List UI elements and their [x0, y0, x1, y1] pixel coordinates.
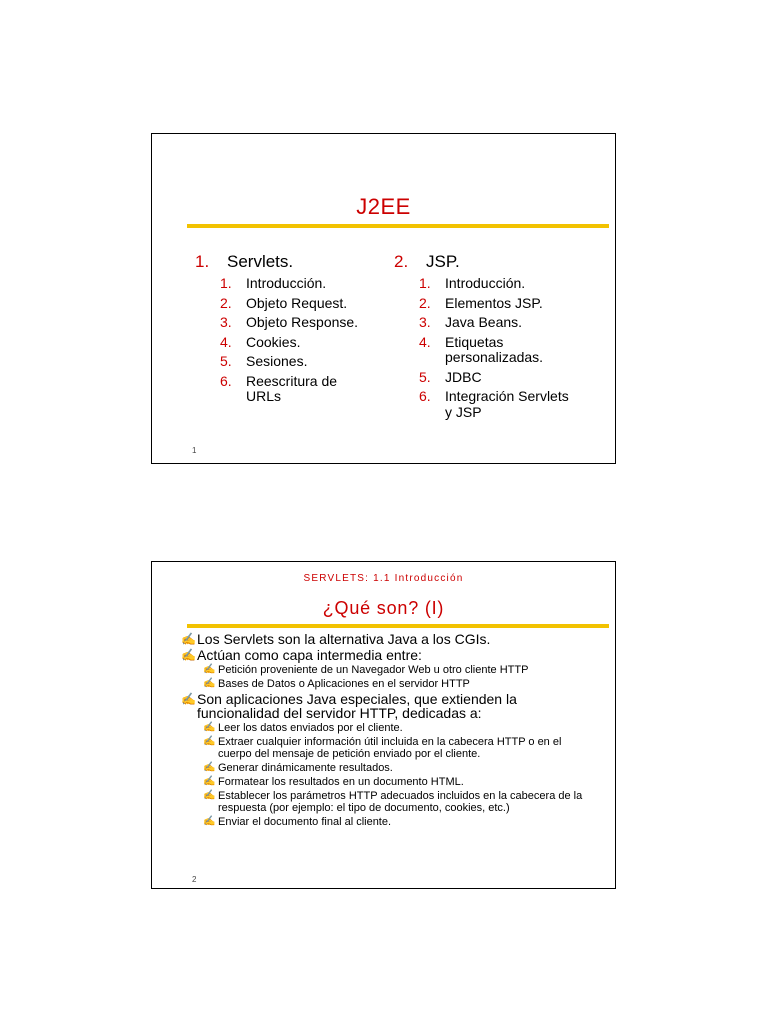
bullet-list: [180, 632, 605, 830]
jsp-sublist: [394, 276, 594, 420]
main-item-number: 1.: [195, 252, 210, 271]
sub-list-item: ✍ Petición proveniente de un Navegador Web u otro cliente HTTP: [203, 664, 529, 676]
list-item: 6. Integración Servlets y JSP: [419, 388, 569, 420]
page-number: 1: [192, 446, 197, 455]
list-item: 6. Reescritura de URLs: [220, 372, 338, 404]
writing-hand-icon: ✍: [181, 632, 196, 646]
sub-list-item: ✍ Establecer los parámetros HTTP adecuados incluidos en la cabecera de la respuesta (por ejemplo: el tipo de documento, cookies, etc.): [203, 790, 583, 814]
writing-hand-icon: ✍: [203, 736, 216, 747]
column-jsp: [394, 252, 594, 424]
list-item: 2. Elementos JSP.: [419, 294, 543, 311]
sub-list-item: ✍ Enviar el documento final al cliente.: [203, 816, 392, 828]
writing-hand-icon: ✍: [203, 722, 216, 733]
list-item: 3. Objeto Response.: [220, 314, 359, 330]
writing-hand-icon: ✍: [203, 790, 216, 801]
main-item-number: 2.: [394, 252, 409, 271]
list-item: 3. Java Beans.: [419, 314, 523, 330]
slide-2: [151, 561, 616, 889]
section-header: SERVLETS: 1.1 Introducción: [303, 573, 464, 584]
writing-hand-icon: ✍: [203, 664, 216, 675]
writing-hand-icon: ✍: [203, 816, 216, 827]
list-item: 2. Objeto Request.: [220, 294, 348, 311]
writing-hand-icon: ✍: [203, 762, 216, 773]
column-servlets: [195, 252, 395, 409]
sub-list-item: ✍ Formatear los resultados en un documento HTML.: [203, 776, 464, 788]
main-item-label: Servlets.: [227, 252, 294, 271]
list-item: 1. Introducción.: [220, 275, 327, 291]
sub-list: [197, 722, 605, 828]
sub-list: [197, 664, 605, 690]
list-item: ✍ Los Servlets son la alternativa Java a los CGIs.: [181, 631, 491, 647]
title-underline: [187, 624, 609, 628]
list-item: ✍ Son aplicaciones Java especiales, que extienden la funcionalidad del servidor HTTP, dedicadas a: ✍ Leer los datos enviados por el cliente. ✍ Extraer cualquier información útil incluida en la cabecera HTTP o en el cuerpo del mensaje de petición enviado por el cliente. ✍ Generar dinámicamente resultados. ✍ Formatear los resultados en un documento HTML. ✍ Establecer los parámetros HTTP adecuados incluidos en la cabecera de la respuesta (por ejemplo: el tipo de documento, cookies, etc.) ✍ Enviar el documento final al cliente.: [180, 692, 605, 828]
main-item-label: JSP.: [426, 252, 460, 271]
main-item-jsp: [394, 252, 594, 272]
sub-list-item: ✍ Extraer cualquier información útil incluida en la cabecera HTTP o en el cuerpo del mensaje de petición enviado por el cliente.: [203, 736, 562, 760]
writing-hand-icon: ✍: [181, 648, 196, 662]
writing-hand-icon: ✍: [203, 678, 216, 689]
title-underline: [187, 224, 609, 228]
list-item: 4. Etiquetas personalizadas.: [419, 333, 544, 365]
page-number: 2: [192, 875, 197, 884]
slide-title: ¿Qué son? (I): [322, 598, 445, 618]
slide-title: J2EE: [356, 194, 411, 219]
slide-1: [151, 133, 616, 464]
list-item: ✍ Actúan como capa intermedia entre: ✍ Petición proveniente de un Navegador Web u otro cliente HTTP ✍ Bases de Datos o Aplicaciones en el servidor HTTP: [180, 648, 605, 690]
sub-list-item: ✍ Leer los datos enviados por el cliente.: [203, 722, 403, 734]
list-item: 5. Sesiones.: [220, 353, 308, 369]
sub-list-item: ✍ Bases de Datos o Aplicaciones en el servidor HTTP: [203, 678, 470, 690]
list-item: 5. JDBC: [419, 368, 482, 385]
writing-hand-icon: ✍: [203, 776, 216, 787]
main-item-servlets: [195, 252, 395, 272]
list-item: 1. Introducción.: [419, 275, 526, 291]
list-item: 4. Cookies.: [220, 333, 301, 350]
servlets-sublist: [195, 276, 395, 405]
sub-list-item: ✍ Generar dinámicamente resultados.: [203, 762, 393, 774]
writing-hand-icon: ✍: [181, 692, 196, 706]
